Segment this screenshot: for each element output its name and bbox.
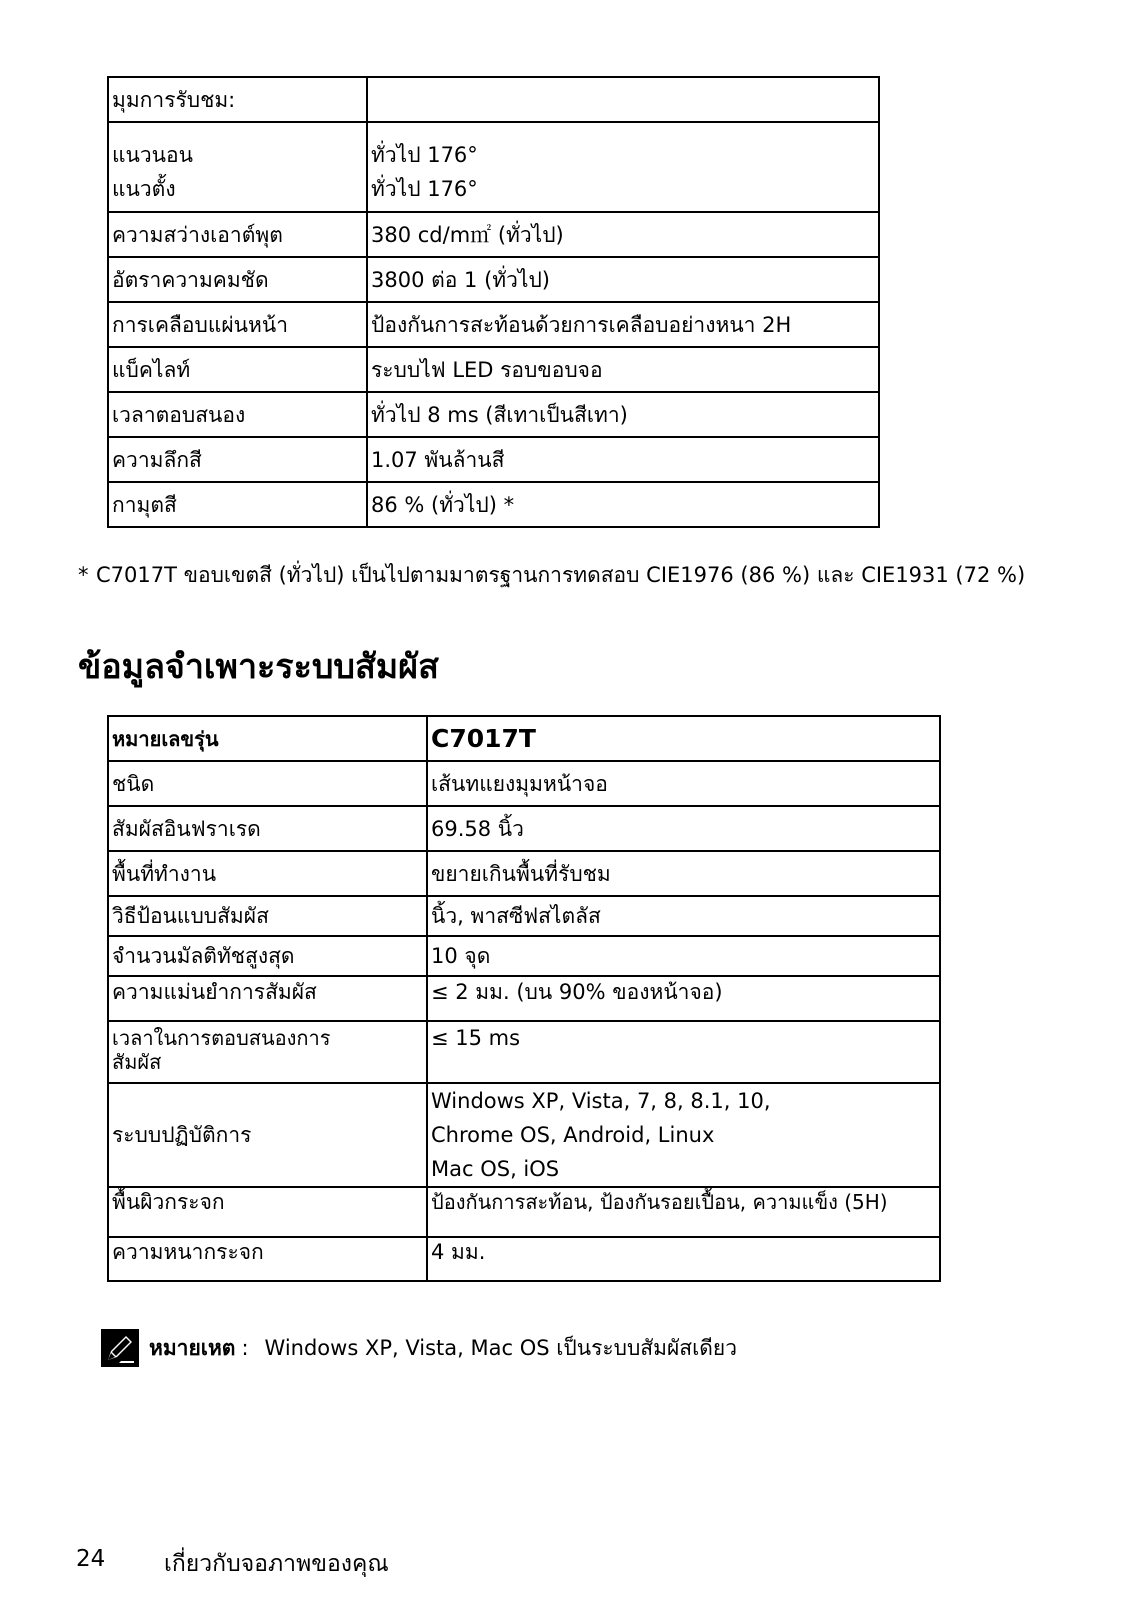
footnote-text: C7017T ขอบเขตสี (ทั่วไป) เป็นไปตามมาตรฐานการทดสอบ CIE1976 (86 %) และ CIE1931 (72 %)	[96, 563, 1026, 587]
table-row	[108, 1083, 940, 1187]
spec-value: เส้นทแยงมุมหน้าจอ	[427, 761, 940, 806]
spec-label: ความแม่นยำการสัมผัส	[108, 976, 427, 1021]
spec-label: สัมผัสอินฟราเรด	[108, 806, 427, 851]
spec-label: เวลาในการตอบสนองการสัมผัส	[108, 1021, 427, 1083]
table-row	[108, 482, 879, 527]
table-row	[108, 302, 879, 347]
touch-spec-table	[107, 715, 941, 1282]
header-label: หมายเลขรุ่น	[108, 716, 427, 761]
table-header-row	[108, 716, 940, 761]
spec-label: ระบบปฏิบัติการ	[108, 1083, 427, 1187]
spec-value: ป้องกันการสะท้อนด้วยการเคลือบอย่างหนา 2H	[367, 302, 879, 347]
spec-value: ≤ 2 มม. (บน 90% ของหน้าจอ)	[427, 976, 940, 1021]
table-row	[108, 122, 879, 212]
spec-label: กามุตสี	[108, 482, 367, 527]
spec-value: ≤ 15 ms	[427, 1021, 940, 1083]
note	[101, 1329, 737, 1367]
spec-label: เวลาตอบสนอง	[108, 392, 367, 437]
spec-label: จำนวนมัลติทัชสูงสุด	[108, 936, 427, 976]
footer-title: เกี่ยวกับจอภาพของคุณ	[164, 1551, 389, 1577]
spec-value	[427, 1083, 940, 1187]
section-title: ข้อมูลจำเพาะระบบสัมผัส	[78, 647, 439, 687]
note-separator: :	[241, 1336, 249, 1360]
table-row	[108, 1187, 940, 1237]
spec-value: ระบบไฟ LED รอบขอบจอ	[367, 347, 879, 392]
table-row	[108, 212, 879, 257]
spec-value-line: Windows XP, Vista, 7, 8, 8.1, 10,	[431, 1089, 771, 1113]
spec-label-line: แนวตั้ง	[112, 177, 176, 201]
spec-value: 86 % (ทั่วไป) *	[367, 482, 879, 527]
header-value: C7017T	[427, 716, 940, 761]
spec-value: นิ้ว, พาสซีฟสไตลัส	[427, 896, 940, 936]
spec-label: มุมการรับชม:	[108, 77, 367, 122]
table-row	[108, 1021, 940, 1083]
spec-value-line: ทั่วไป 176°	[371, 143, 478, 167]
spec-value: 3800 ต่อ 1 (ทั่วไป)	[367, 257, 879, 302]
table-row	[108, 77, 879, 122]
spec-value: ขยายเกินพื้นที่รับชม	[427, 851, 940, 896]
spec-value	[367, 77, 879, 122]
table-row	[108, 806, 940, 851]
spec-value: ป้องกันการสะท้อน, ป้องกันรอยเปื้อน, ความแข็ง (5H)	[427, 1187, 940, 1237]
spec-label	[108, 122, 367, 212]
table-row	[108, 896, 940, 936]
spec-value: ทั่วไป 8 ms (สีเทาเป็นสีเทา)	[367, 392, 879, 437]
spec-value: 4 มม.	[427, 1237, 940, 1281]
spec-value	[367, 122, 879, 212]
spec-value-line: ทั่วไป 176°	[371, 177, 478, 201]
spec-value-line: Mac OS, iOS	[431, 1157, 560, 1181]
footnote	[78, 563, 1078, 587]
spec-label: ชนิด	[108, 761, 427, 806]
table-row	[108, 976, 940, 1021]
spec-label: พื้นที่ทำงาน	[108, 851, 427, 896]
spec-value: 10 จุด	[427, 936, 940, 976]
spec-label: วิธีป้อนแบบสัมผัส	[108, 896, 427, 936]
spec-label: อัตราความคมชัด	[108, 257, 367, 302]
note-text: Windows XP, Vista, Mac OS เป็นระบบสัมผัสเดียว	[264, 1335, 738, 1360]
table-row	[108, 437, 879, 482]
table-row	[108, 347, 879, 392]
table-row	[108, 257, 879, 302]
spec-value: 69.58 นิ้ว	[427, 806, 940, 851]
table-row	[108, 392, 879, 437]
table-row	[108, 1237, 940, 1281]
note-label: หมายเหต	[149, 1335, 236, 1360]
spec-label: แบ็คไลท์	[108, 347, 367, 392]
note-pencil-icon	[101, 1329, 139, 1367]
page-footer	[76, 1546, 389, 1582]
table-row	[108, 851, 940, 896]
display-spec-table	[107, 76, 880, 528]
spec-label: ความลึกสี	[108, 437, 367, 482]
spec-value: 380 cd/m㎡ (ทั่วไป)	[367, 212, 879, 257]
page-number: 24	[76, 1546, 106, 1572]
spec-label: การเคลือบแผ่นหน้า	[108, 302, 367, 347]
footnote-marker: *	[78, 563, 89, 587]
spec-label-line: แนวนอน	[112, 143, 194, 167]
spec-label: ความหนากระจก	[108, 1237, 427, 1281]
spec-value: 1.07 พันล้านสี	[367, 437, 879, 482]
table-row	[108, 761, 940, 806]
spec-label: ความสว่างเอาต์พุต	[108, 212, 367, 257]
table-row	[108, 936, 940, 976]
spec-label: พื้นผิวกระจก	[108, 1187, 427, 1237]
spec-value-line: Chrome OS, Android, Linux	[431, 1123, 715, 1147]
